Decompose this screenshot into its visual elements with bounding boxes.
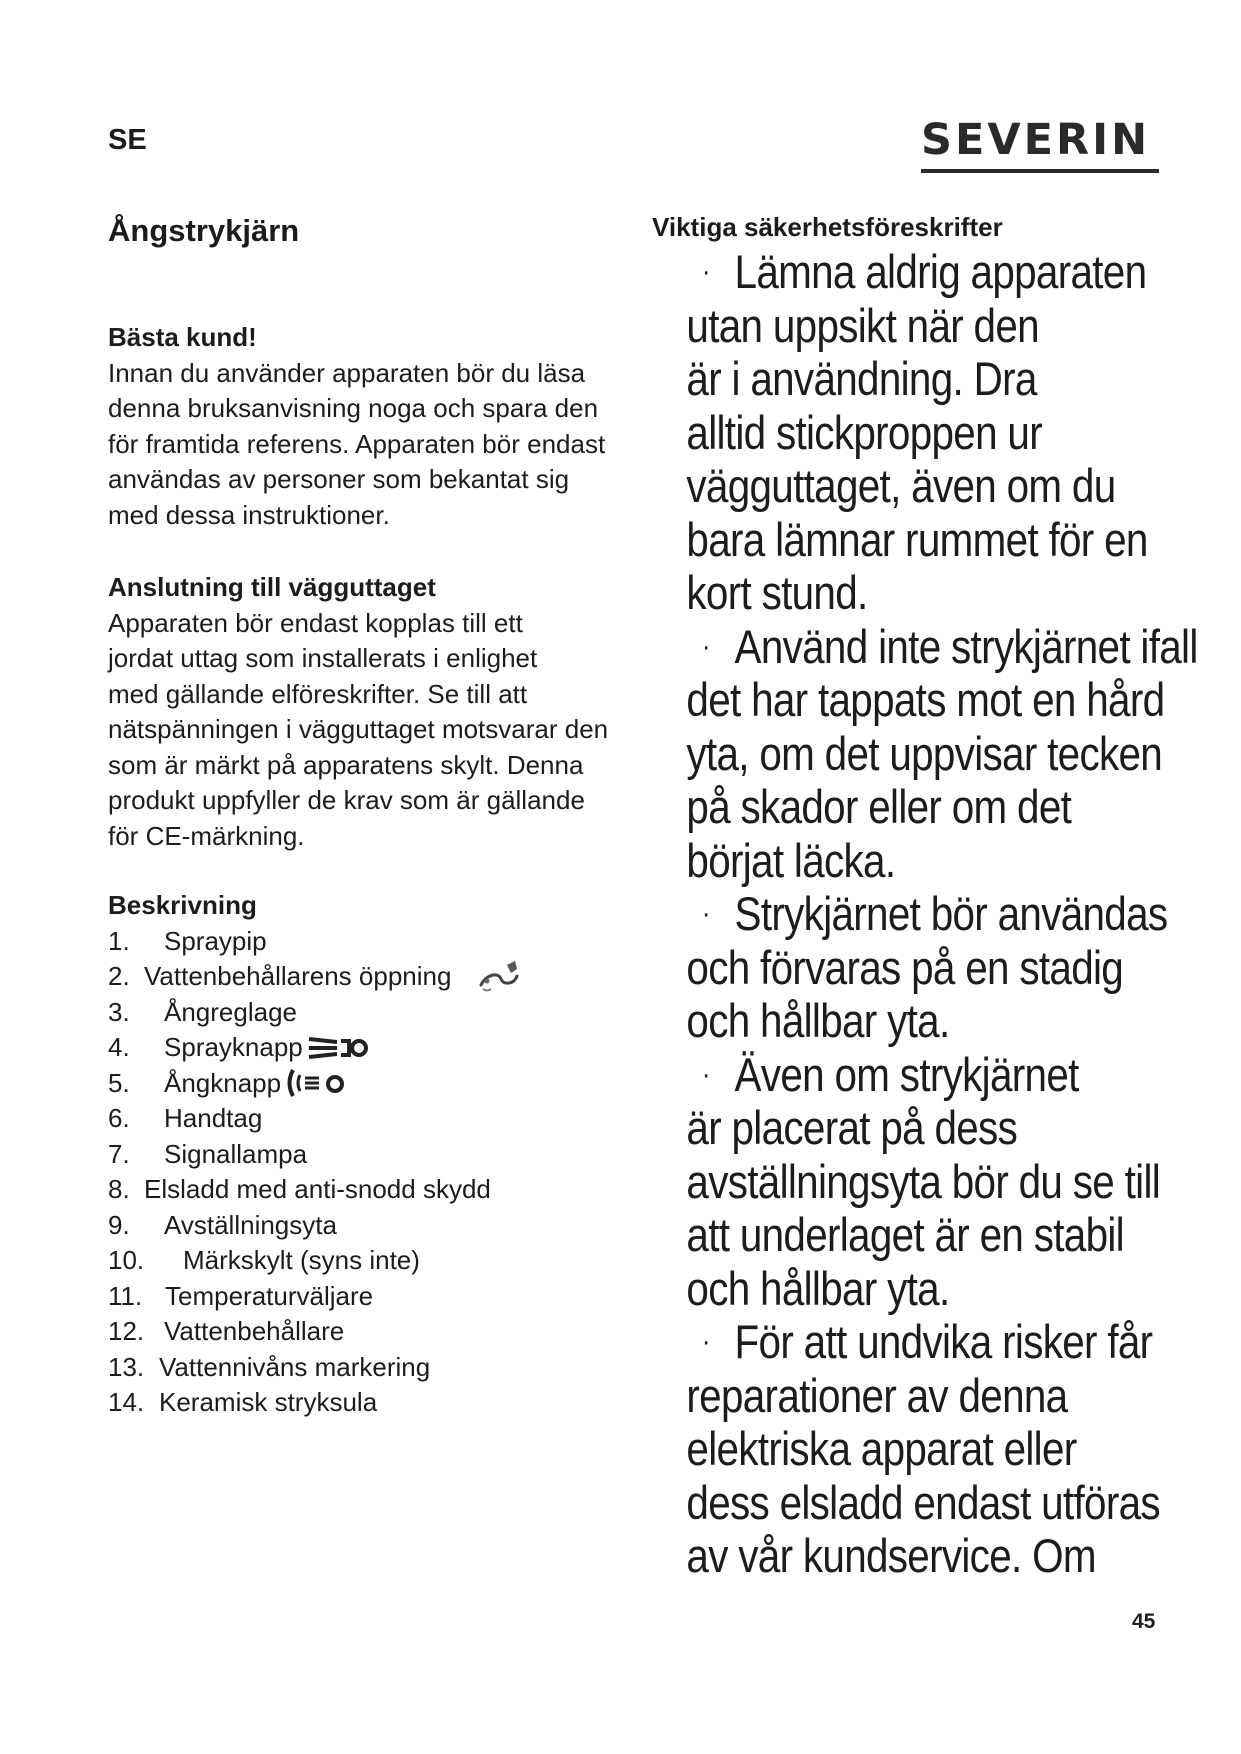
safety-item (652, 887, 1168, 1048)
item-label: Spraypip (164, 925, 267, 956)
safety-item (652, 619, 1198, 888)
item-label: Ångreglage (164, 996, 297, 1027)
parts-list (108, 924, 628, 1421)
list-item (108, 1350, 628, 1386)
safety-item (652, 245, 1148, 620)
safety-line: kort stund. (686, 566, 868, 619)
water-inlet-icon (477, 959, 521, 995)
item-label: Ångknapp (164, 1067, 282, 1098)
list-item (108, 1137, 628, 1173)
item-label: Temperaturväljare (165, 1280, 374, 1311)
item-label: Signallampa (164, 1138, 308, 1169)
item-label: Handtag (164, 1103, 263, 1133)
safety-line: och hållbar yta. (686, 1261, 950, 1315)
bullet: · (701, 1325, 710, 1358)
safety-line: vägguttaget, även om du (686, 459, 1116, 512)
list-item (108, 924, 628, 960)
safety-line: elektriska apparat eller (686, 1422, 1077, 1475)
list-item (108, 1101, 628, 1137)
item-label: Vattenbehållare (164, 1316, 345, 1346)
item-label: Keramisk stryksula (159, 1387, 378, 1417)
safety-line: yta, om det uppvisar tecken (686, 726, 1163, 780)
steam-burst-icon (285, 1067, 347, 1099)
item-number: 1. (108, 925, 130, 956)
safety-heading: Viktiga säkerhetsföreskrifter (652, 212, 1003, 242)
safety-line: på skador eller om det (686, 780, 1072, 833)
safety-line: För att undvika risker får (734, 1315, 1153, 1368)
list-item (108, 1279, 628, 1315)
spray-icon (307, 1033, 369, 1063)
safety-line: Lämna aldrig apparaten (734, 245, 1147, 298)
connection-line: produkt uppfyller de krav som är gällande (108, 785, 585, 815)
item-number: 14. (108, 1387, 145, 1417)
intro-line: användas av personer som bekantat sig (108, 464, 570, 494)
item-number: 4. (108, 1032, 130, 1062)
connection-line: för CE-märkning. (108, 820, 305, 851)
language-code: SE (108, 124, 147, 156)
safety-line: alltid stickproppen ur (686, 405, 1042, 459)
list-item (108, 1030, 628, 1066)
intro-section (108, 320, 628, 533)
item-number: 7. (108, 1138, 130, 1169)
list-item (108, 1314, 628, 1350)
description-heading: Beskrivning (108, 890, 257, 920)
safety-line: är i användning. Dra (686, 352, 1037, 405)
intro-line: denna bruksanvisning noga och spara den (108, 393, 599, 423)
item-label: Märkskylt (syns inte) (183, 1245, 420, 1275)
item-number: 9. (108, 1209, 130, 1240)
safety-line: dess elsladd endast utföras (686, 1475, 1160, 1529)
connection-line: som är märkt på apparatens skylt. Denna (108, 749, 584, 780)
connection-section (108, 570, 628, 854)
item-label: Elsladd med anti-snodd skydd (144, 1174, 491, 1204)
safety-line: det har tappats mot en hård (686, 673, 1165, 726)
connection-paragraph (108, 606, 628, 855)
item-number: 3. (108, 996, 130, 1027)
connection-line: Apparaten bör endast kopplas till ett (108, 607, 523, 638)
brand-underline (921, 169, 1159, 173)
item-label: Sprayknapp (164, 1032, 303, 1062)
intro-line: med dessa instruktioner. (108, 499, 390, 530)
connection-heading: Anslutning till vägguttaget (108, 572, 436, 602)
safety-line: utan uppsikt när den (686, 298, 1039, 352)
list-item (108, 1385, 628, 1421)
safety-line: av vår kundservice. Om (686, 1529, 1096, 1582)
safety-line: börjat läcka. (686, 833, 896, 887)
connection-line: nätspänningen i vägguttaget motsvarar den (108, 714, 609, 744)
intro-paragraph (108, 356, 628, 534)
item-number: 10. (108, 1245, 145, 1275)
safety-line: och hållbar yta. (686, 994, 950, 1047)
intro-line: Innan du använder apparaten bör du läsa (108, 357, 586, 388)
item-number: 5. (108, 1067, 130, 1098)
item-label: Avställningsyta (164, 1209, 337, 1240)
list-item (108, 1208, 628, 1244)
description-section (108, 888, 628, 1421)
page-number: 45 (1132, 1610, 1156, 1633)
safety-item (652, 1047, 1161, 1316)
item-number: 6. (108, 1103, 130, 1133)
safety-list (652, 245, 1198, 1583)
list-item (108, 1066, 628, 1102)
item-number: 8. (108, 1174, 130, 1204)
intro-line: för framtida referens. Apparaten bör endast (108, 428, 606, 459)
item-number: 12. (108, 1316, 145, 1346)
list-item (108, 995, 628, 1031)
safety-line: reparationer av denna (686, 1368, 1068, 1422)
safety-line: avställningsyta bör du se till (686, 1154, 1161, 1208)
safety-line: Även om strykjärnet (734, 1047, 1079, 1101)
safety-line: bara lämnar rummet för en (686, 512, 1148, 566)
connection-line: med gällande elföreskrifter. Se till att (108, 678, 528, 709)
item-label: Vattennivåns markering (159, 1351, 431, 1382)
item-label: Vattenbehållarens öppning (144, 961, 452, 991)
connection-line: jordat uttag som installerats i enlighet (108, 643, 538, 673)
item-number: 11. (108, 1280, 143, 1311)
safety-item (652, 1315, 1160, 1583)
list-item (108, 1172, 628, 1208)
item-number: 13. (108, 1351, 145, 1382)
brand-logo (921, 116, 1159, 173)
safety-line: att underlaget är en stabil (686, 1208, 1124, 1261)
bullet: · (701, 629, 710, 663)
bullet: · (701, 897, 710, 930)
safety-line: är placerat på dess (686, 1101, 1018, 1154)
safety-line: Använd inte strykjärnet ifall (734, 619, 1198, 673)
intro-heading: Bästa kund! (108, 322, 257, 352)
list-item (108, 959, 628, 995)
list-item (108, 1243, 628, 1279)
bullet: · (701, 1057, 710, 1091)
safety-line: och förvaras på en stadig (686, 940, 1124, 994)
page-title: Ångstrykjärn (108, 213, 300, 248)
item-number: 2. (108, 961, 130, 991)
bullet: · (701, 255, 710, 288)
safety-line: Strykjärnet bör användas (734, 887, 1168, 940)
brand-name: SEVERIN (921, 115, 1151, 165)
